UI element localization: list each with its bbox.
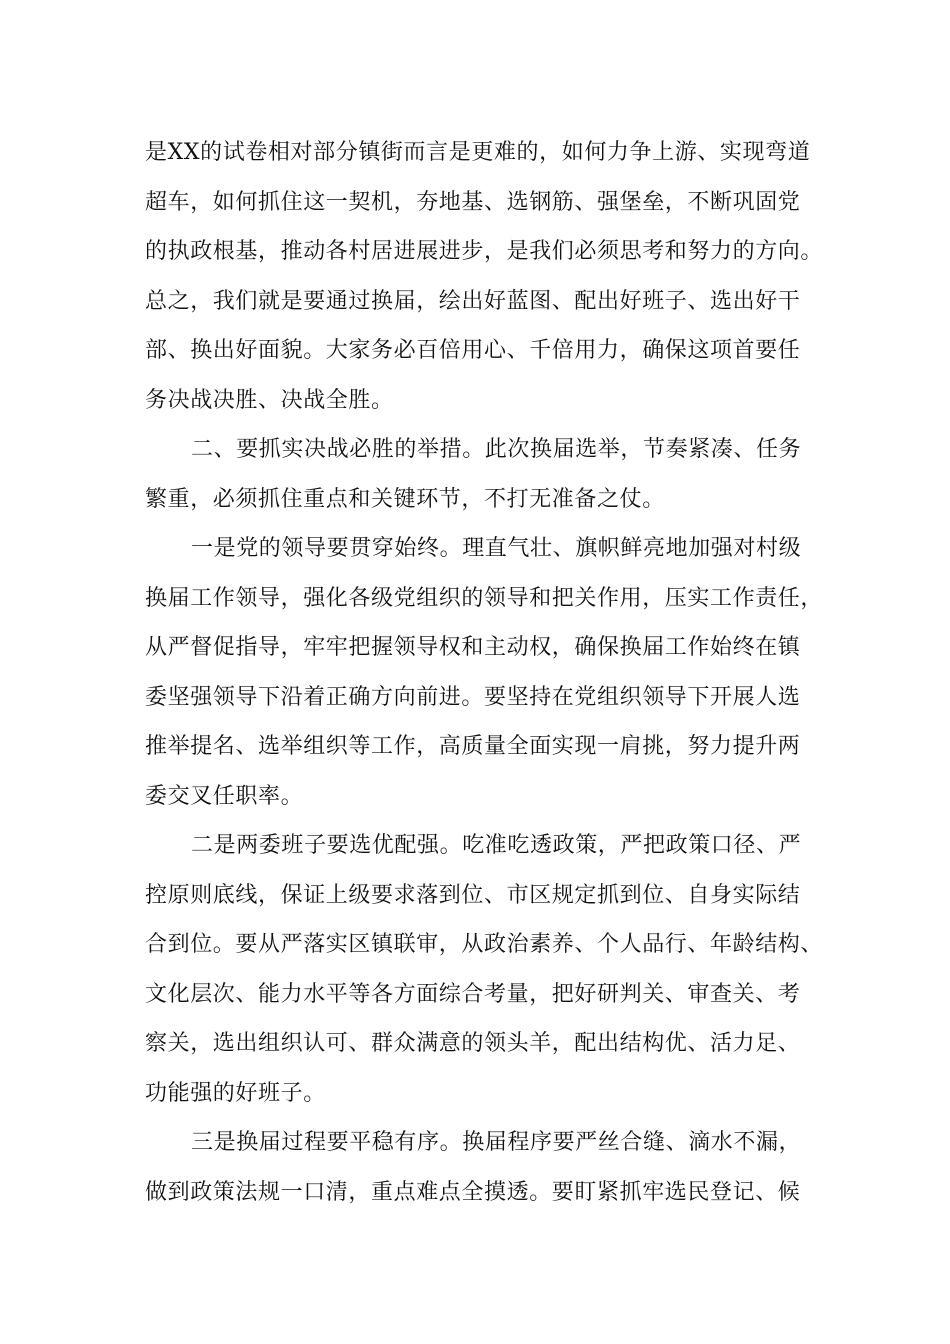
text-line: 部、换出好面貌。大家务必百倍用心、千倍用力，确保这项首要任 bbox=[145, 338, 801, 363]
paragraph-start-line: 一是党的领导要贯穿始终。理直气壮、旗帜鲜亮地加强对村级 bbox=[191, 536, 802, 561]
section-heading-line: 二、要抓实决战必胜的举措。此次换届选举，节奏紧凑、任务 bbox=[191, 437, 802, 462]
text-line: 文化层次、能力水平等各方面综合考量，把好研判关、审查关、考 bbox=[145, 981, 801, 1007]
text-line: 务决战决胜、决战全胜。 bbox=[145, 387, 394, 413]
text-line: 超车，如何抓住这一契机，夯地基、选钢筋、强堡垒，不断巩固党 bbox=[145, 189, 801, 215]
text-line: 功能强的好班子。 bbox=[145, 1080, 326, 1106]
text-line: 换届工作领导，强化各级党组织的领导和把关作用，压实工作责任， bbox=[145, 585, 824, 611]
document-body bbox=[145, 128, 835, 1217]
text-line: 是XX的试卷相对部分镇街而言是更难的，如何力争上游、实现弯道 bbox=[145, 140, 811, 165]
text-line: 做到政策法规一口清，重点难点全摸透。要盯紧抓牢选民登记、候 bbox=[145, 1179, 801, 1205]
paragraph-start-line: 三是换届过程要平稳有序。换届程序要严丝合缝、滴水不漏， bbox=[191, 1130, 802, 1155]
paragraph-start-line: 二是两委班子要选优配强。吃准吃透政策，严把政策口径、严 bbox=[191, 833, 802, 858]
text-line: 总之，我们就是要通过换届，绘出好蓝图、配出好班子、选出好干 bbox=[145, 288, 801, 314]
text-line: 从严督促指导，牢牢把握领导权和主动权，确保换届工作始终在镇 bbox=[145, 635, 801, 660]
text-line: 合到位。要从严落实区镇联审，从政治素养、个人品行、年龄结构、 bbox=[145, 932, 824, 957]
text-line: 繁重，必须抓住重点和关键环节，不打无准备之仗。 bbox=[145, 486, 665, 512]
text-line: 委交叉任职率。 bbox=[145, 783, 304, 809]
text-line: 察关，选出组织认可、群众满意的领头羊，配出结构优、活力足、 bbox=[145, 1031, 801, 1056]
text-line: 推举提名、选举组织等工作，高质量全面实现一肩挑，努力提升两 bbox=[145, 734, 801, 759]
text-line: 的执政根基，推动各村居进展进步，是我们必须思考和努力的方向。 bbox=[145, 239, 824, 264]
text-line: 委坚强领导下沿着正确方向前进。要坚持在党组织领导下开展人选 bbox=[145, 684, 801, 710]
text-line: 控原则底线，保证上级要求落到位、市区规定抓到位、自身实际结 bbox=[145, 882, 801, 908]
